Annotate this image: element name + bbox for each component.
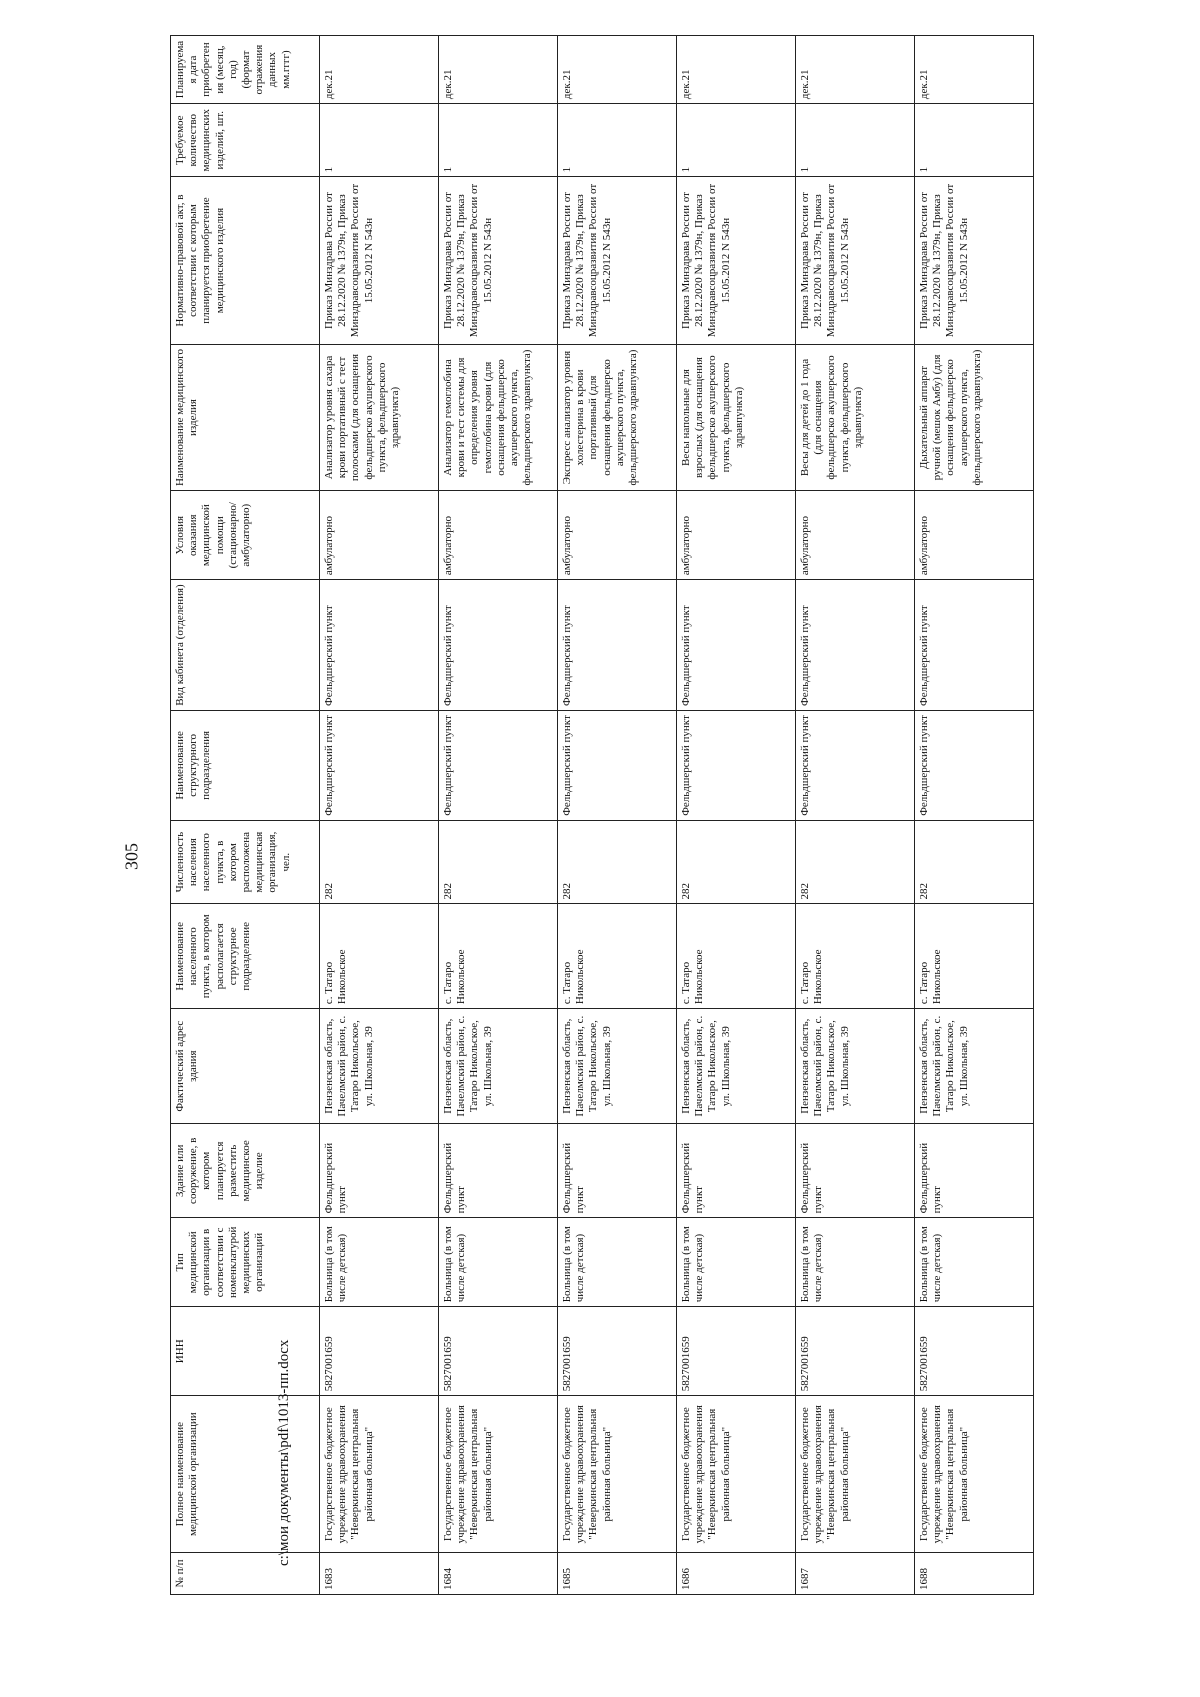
cell-org: Государственное бюджетное учреждение здравоохранения "Неверкинская центральная районная больница"	[558, 1396, 677, 1553]
cell-population: 282	[439, 820, 558, 904]
cell-cabinet: Фельдшерский пункт	[320, 580, 439, 711]
table-row	[320, 36, 439, 1595]
cell-type: Больница (в том числе детская)	[677, 1218, 796, 1307]
cell-building: Фельдшерский пункт	[677, 1124, 796, 1218]
cell-num: 1684	[439, 1553, 558, 1595]
cell-cabinet: Фельдшерский пункт	[439, 580, 558, 711]
cell-unit: Фельдшерский пункт	[796, 710, 915, 820]
cell-building: Фельдшерский пункт	[558, 1124, 677, 1218]
cell-cabinet: Фельдшерский пункт	[558, 580, 677, 711]
cell-unit: Фельдшерский пункт	[439, 710, 558, 820]
cell-type: Больница (в том числе детская)	[915, 1218, 1034, 1307]
cell-address: Пензенская область, Пачелмский район, с. Татаро Никольское, ул. Школьная, 39	[796, 1009, 915, 1124]
header-cabinet: Вид кабинета (отделения)	[171, 580, 320, 711]
cell-cabinet: Фельдшерский пункт	[677, 580, 796, 711]
page-number: 305	[121, 843, 142, 870]
cell-type: Больница (в том числе детская)	[796, 1218, 915, 1307]
cell-conditions: амбулаторно	[320, 491, 439, 580]
cell-address: Пензенская область, Пачелмский район, с. Татаро Никольское, ул. Школьная, 39	[558, 1009, 677, 1124]
cell-org: Государственное бюджетное учреждение здравоохранения "Неверкинская центральная районная больница"	[915, 1396, 1034, 1553]
cell-device: Дыхательный аппарат ручной (мешок Амбу) (для оснащения фельдшерско акушерского пункта, фельдшерского здравпункта)	[915, 344, 1034, 490]
cell-num: 1688	[915, 1553, 1034, 1595]
cell-conditions: амбулаторно	[558, 491, 677, 580]
cell-conditions: амбулаторно	[796, 491, 915, 580]
cell-unit: Фельдшерский пункт	[677, 710, 796, 820]
cell-date: дек.21	[796, 36, 915, 104]
table-header-row	[171, 36, 320, 1595]
cell-address: Пензенская область, Пачелмский район, с. Татаро Никольское, ул. Школьная, 39	[677, 1009, 796, 1124]
cell-date: дек.21	[677, 36, 796, 104]
header-num: № п/п	[171, 1553, 320, 1595]
header-device: Наименование медицинского изделия	[171, 344, 320, 490]
cell-locality: с. Татаро Никольское	[796, 904, 915, 1009]
cell-type: Больница (в том числе детская)	[320, 1218, 439, 1307]
cell-inn: 5827001659	[796, 1307, 915, 1396]
cell-building: Фельдшерский пункт	[796, 1124, 915, 1218]
cell-num: 1687	[796, 1553, 915, 1595]
rotated-table-container	[170, 35, 1030, 1595]
cell-address: Пензенская область, Пачелмский район, с. Татаро Никольское, ул. Школьная, 39	[320, 1009, 439, 1124]
cell-unit: Фельдшерский пункт	[915, 710, 1034, 820]
cell-num: 1685	[558, 1553, 677, 1595]
cell-device: Весы напольные для взрослых (для оснащения фельдшерско акушерского пункта, фельдшерского здравпункта)	[677, 344, 796, 490]
cell-conditions: амбулаторно	[915, 491, 1034, 580]
header-address: Фактический адрес здания	[171, 1009, 320, 1124]
cell-act: Приказ Минздрава России от 28.12.2020 № 1379н, Приказ Минздравсоцразвития России от 15.05.2012 N 543н	[320, 177, 439, 344]
cell-type: Больница (в том числе детская)	[558, 1218, 677, 1307]
cell-inn: 5827001659	[915, 1307, 1034, 1396]
cell-qty: 1	[915, 104, 1034, 177]
cell-locality: с. Татаро Никольское	[558, 904, 677, 1009]
table-row	[915, 36, 1034, 1595]
cell-org: Государственное бюджетное учреждение здравоохранения "Неверкинская центральная районная больница"	[439, 1396, 558, 1553]
header-inn: ИНН	[171, 1307, 320, 1396]
header-type: Тип медицинской организации в соответствии с номенклатурой медицинских организаций	[171, 1218, 320, 1307]
header-building: Здание или сооружение, в котором планируется разместить медицинское изделие	[171, 1124, 320, 1218]
cell-qty: 1	[320, 104, 439, 177]
cell-org: Государственное бюджетное учреждение здравоохранения "Неверкинская центральная районная больница"	[320, 1396, 439, 1553]
cell-locality: с. Татаро Никольское	[677, 904, 796, 1009]
table-row	[439, 36, 558, 1595]
header-population: Численность населения населенного пункта, в котором расположена медицинская организация, чел.	[171, 820, 320, 904]
cell-qty: 1	[439, 104, 558, 177]
cell-inn: 5827001659	[558, 1307, 677, 1396]
table-row	[796, 36, 915, 1595]
equipment-table	[170, 35, 1034, 1595]
cell-cabinet: Фельдшерский пункт	[915, 580, 1034, 711]
cell-act: Приказ Минздрава России от 28.12.2020 № 1379н, Приказ Минздравсоцразвития России от 15.05.2012 N 543н	[677, 177, 796, 344]
cell-num: 1683	[320, 1553, 439, 1595]
cell-population: 282	[320, 820, 439, 904]
cell-qty: 1	[677, 104, 796, 177]
cell-date: дек.21	[558, 36, 677, 104]
footer-file-path: c:\мои документы\pdf\1013-пп.docx	[276, 1339, 292, 1566]
header-unit: Наименование структурного подразделения	[171, 710, 320, 820]
header-qty: Требуемое количество медицинских изделий, шт.	[171, 104, 320, 177]
cell-building: Фельдшерский пункт	[439, 1124, 558, 1218]
cell-locality: с. Татаро Никольское	[439, 904, 558, 1009]
table-row	[558, 36, 677, 1595]
cell-address: Пензенская область, Пачелмский район, с. Татаро Никольское, ул. Школьная, 39	[439, 1009, 558, 1124]
header-date: Планируемая дата приобретения (месяц, год) (формат отражения данных мм.гггг)	[171, 36, 320, 104]
cell-population: 282	[677, 820, 796, 904]
cell-org: Государственное бюджетное учреждение здравоохранения "Неверкинская центральная районная больница"	[677, 1396, 796, 1553]
cell-unit: Фельдшерский пункт	[558, 710, 677, 820]
cell-act: Приказ Минздрава России от 28.12.2020 № 1379н, Приказ Минздравсоцразвития России от 15.05.2012 N 543н	[558, 177, 677, 344]
cell-address: Пензенская область, Пачелмский район, с. Татаро Никольское, ул. Школьная, 39	[915, 1009, 1034, 1124]
cell-cabinet: Фельдшерский пункт	[796, 580, 915, 711]
cell-device: Весы для детей до 1 года (для оснащения фельдшерско акушерского пункта, фельдшерского здравпункта)	[796, 344, 915, 490]
cell-inn: 5827001659	[677, 1307, 796, 1396]
cell-device: Анализатор гемоглобина крови и тест системы для определения уровня гемоглобина крови (для оснащения фельдшерско акушерского пункта, фельдшерского здравпункта)	[439, 344, 558, 490]
cell-locality: с. Татаро Никольское	[320, 904, 439, 1009]
cell-conditions: амбулаторно	[677, 491, 796, 580]
cell-act: Приказ Минздрава России от 28.12.2020 № 1379н, Приказ Минздравсоцразвития России от 15.05.2012 N 543н	[796, 177, 915, 344]
cell-unit: Фельдшерский пункт	[320, 710, 439, 820]
cell-device: Анализатор уровня сахара крови портативный с тест полосками (для оснащения фельдшерско акушерского пункта, фельдшерского здравпункта)	[320, 344, 439, 490]
cell-building: Фельдшерский пункт	[320, 1124, 439, 1218]
cell-population: 282	[558, 820, 677, 904]
cell-org: Государственное бюджетное учреждение здравоохранения "Неверкинская центральная районная больница"	[796, 1396, 915, 1553]
cell-building: Фельдшерский пункт	[915, 1124, 1034, 1218]
header-act: Нормативно-правовой акт, в соответствии с которым планируется приобретение медицинского изделия	[171, 177, 320, 344]
cell-locality: с. Татаро Никольское	[915, 904, 1034, 1009]
cell-qty: 1	[558, 104, 677, 177]
cell-inn: 5827001659	[439, 1307, 558, 1396]
cell-date: дек.21	[439, 36, 558, 104]
cell-population: 282	[915, 820, 1034, 904]
cell-date: дек.21	[320, 36, 439, 104]
header-conditions: Условия оказания медицинской помощи (стационарно/амбулаторно)	[171, 491, 320, 580]
cell-num: 1686	[677, 1553, 796, 1595]
cell-conditions: амбулаторно	[439, 491, 558, 580]
cell-date: дек.21	[915, 36, 1034, 104]
cell-population: 282	[796, 820, 915, 904]
header-org: Полное наименование медицинской организации	[171, 1396, 320, 1553]
cell-act: Приказ Минздрава России от 28.12.2020 № 1379н, Приказ Минздравсоцразвития России от 15.05.2012 N 543н	[439, 177, 558, 344]
cell-qty: 1	[796, 104, 915, 177]
cell-inn: 5827001659	[320, 1307, 439, 1396]
cell-device: Экспресс анализатор уровня холестерина в крови портативный (для оснащения фельдшерско акушерского пункта, фельдшерского здравпункта)	[558, 344, 677, 490]
cell-type: Больница (в том числе детская)	[439, 1218, 558, 1307]
table-row	[677, 36, 796, 1595]
cell-act: Приказ Минздрава России от 28.12.2020 № 1379н, Приказ Минздравсоцразвития России от 15.05.2012 N 543н	[915, 177, 1034, 344]
header-locality: Наименование населенного пункта, в котором располагается структурное подразделение	[171, 904, 320, 1009]
